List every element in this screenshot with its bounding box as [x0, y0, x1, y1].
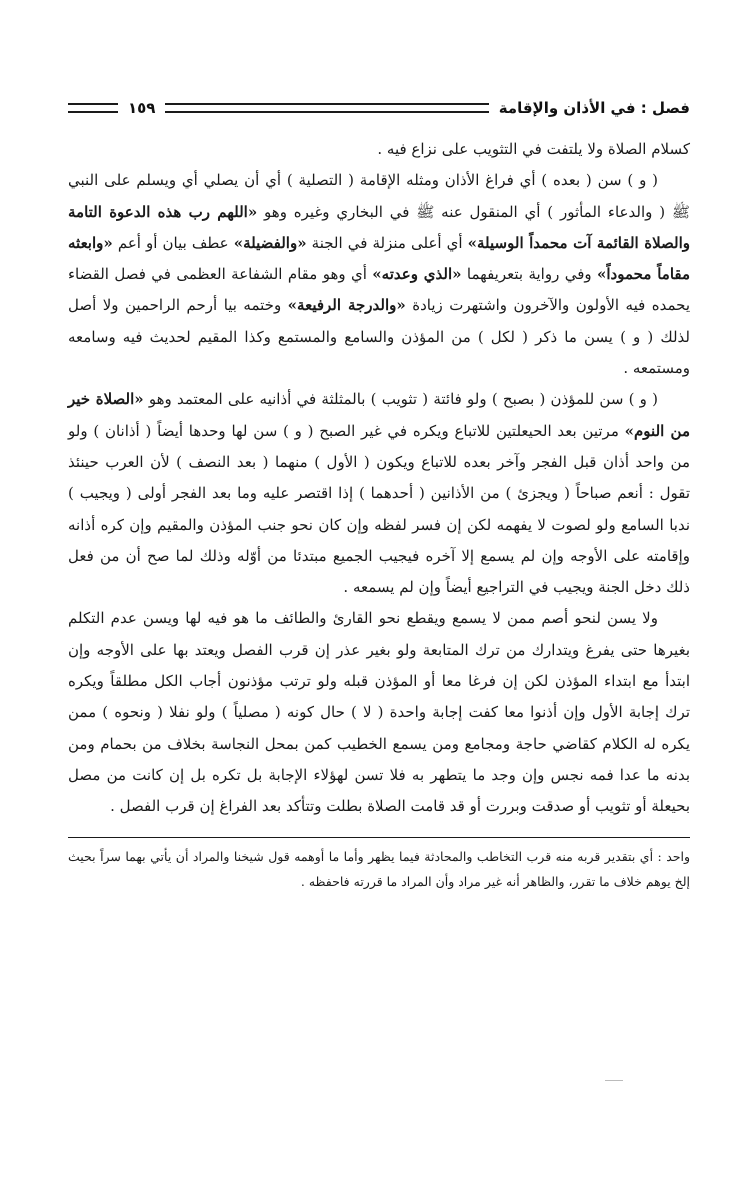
footnote-divider — [68, 837, 690, 838]
text-run: ولا يسن لنحو أصم ممن لا يسمع ويقطع نحو القارئ والطائف ما هو فيه لها ويسن عدم التكلم بغيرها حتى يفرغ ويتدارك من ترك المتابعة ولو بغير عذر إن قرب الفصل ويعتد بها على الأوجه وإن ابتدأ مع ابتداء المؤذن لكن إن فرغا معا أو المؤذن قبله ولو ترتب مؤذنون أجاب الكل مطلقاً ويكره ترك إجابة الأول وإن أذنوا معا كفت إجابة واحدة ( لا ) حال كونه ( مصلياً ) ولو نفلا ( ونحوه ) ممن يكره له الكلام كقاضي حاجة ومجامع ومن يسمع الخطيب كمن بمحل النجاسة بخلاف من بحمام ومن بدنه ما عدا فمه نجس وإن وجد ما يتطهر به فلا تسن لهؤلاء الإجابة بل تكره بل إن كانت من مصل بحيعلة أو تثويب أو صدقت وبررت أو قد قامت الصلاة بطلت وتتأكد بعد الفراغ إن قرب الفصل . — [68, 609, 690, 816]
text-run: وختمه بيا أرحم الراحمين ولا أصل لذلك ( و ) يسن ما ذكر ( لكل ) من المؤذن والسامع والمستمع وكذا المقيم لحديث فيه وسامعه ومستمعه . — [68, 296, 690, 378]
emphasized-quote: «الذي وعدته» — [372, 265, 462, 284]
text-run: مرتين بعد الحيعلتين للاتباع ويكره في غير الصبح ( و ) سن لها وحدها أيضاً ( أذانان ) ولو من واحد أذان قبل الفجر وآخر بعده للاتباع ويكون ( الأول ) منهما ( بعد النصف ) لأن العرب حينئذ تقول : أنعم صباحاً ( ويجزئ ) من الأذانين ( أحدهما ) إذا اقتصر عليه وما بعد الفجر أولى ( ويجيب ) ندبا السامع ولو لصوت لا يفهمه لكن إن فسر لفظه وإن كان نحو جنب المؤذن والمقيم وإن كره أذانه وإقامته على الأوجه وإن لم يسمع إلا آخره فيجيب الجميع مبتدئا من أوّله وذلك لما صح أن من فعل ذلك دخل الجنة ويجيب في التراجيع أيضاً وإن لم يسمعه . — [68, 421, 690, 597]
text-run: ( و ) سن ( بعده ) أي فراغ الأذان ومثله الإقامة ( التصلية ) أي أن يصلي أي ويسلم على النبي ﷺ ( والدعاء المأثور ) أي المنقول عنه ﷺ في البخاري وغيره وهو — [68, 171, 690, 221]
book-page — [68, 92, 690, 906]
footnote: واحد : أي بتقدير قربه منه قرب التخاطب والمحادثة فيما يظهر وأما ما أوهمه قول شيخنا والمراد أن يأتي بهما سراً بحيث إلخ يوهم خلاف ما تقرر، والظاهر أنه غير مراد وأن المراد ما قررته فاحفظه . — [68, 848, 690, 889]
text-run: أي وهو مقام الشفاعة العظمى في فصل القضاء يحمده فيه الأولون والآخرون واشتهرت زيادة — [68, 265, 691, 315]
emphasized-quote: «والفضيلة» — [233, 233, 307, 252]
header-rule-long — [165, 103, 488, 113]
main-text — [68, 134, 690, 823]
page-number: ١٥٩ — [128, 99, 156, 117]
emphasized-quote: «الصلاة خير من النوم» — [68, 390, 690, 440]
emphasized-quote: «والدرجة الرفيعة» — [287, 296, 406, 315]
text-run: عطف بيان أو أعم — [112, 233, 234, 252]
page-edge-mark — [605, 1080, 623, 1081]
text-run: وفي رواية بتعريفهما — [461, 265, 598, 284]
running-header — [68, 92, 690, 124]
paragraph — [68, 134, 690, 165]
chapter-title: فصل : في الأذان والإقامة — [498, 99, 690, 117]
text-run: ( و ) سن للمؤذن ( بصبح ) ولو فائتة ( تثويب ) بالمثلثة في أذانيه على المعتمد وهو — [143, 390, 658, 409]
header-rule-short — [68, 103, 118, 113]
text-run: أي أعلى منزلة في الجنة — [306, 233, 468, 252]
emphasized-quote: «وابعثه مقاماً محموداً» — [68, 233, 691, 284]
paragraph — [68, 165, 690, 384]
emphasized-quote: «اللهم رب هذه الدعوة التامة والصلاة القائمة آت محمداً الوسيلة» — [68, 202, 691, 252]
text-run: كسلام الصلاة ولا يلتفت في التثويب على نزاع فيه . — [377, 140, 690, 158]
paragraph — [68, 384, 690, 603]
paragraph — [68, 603, 690, 822]
